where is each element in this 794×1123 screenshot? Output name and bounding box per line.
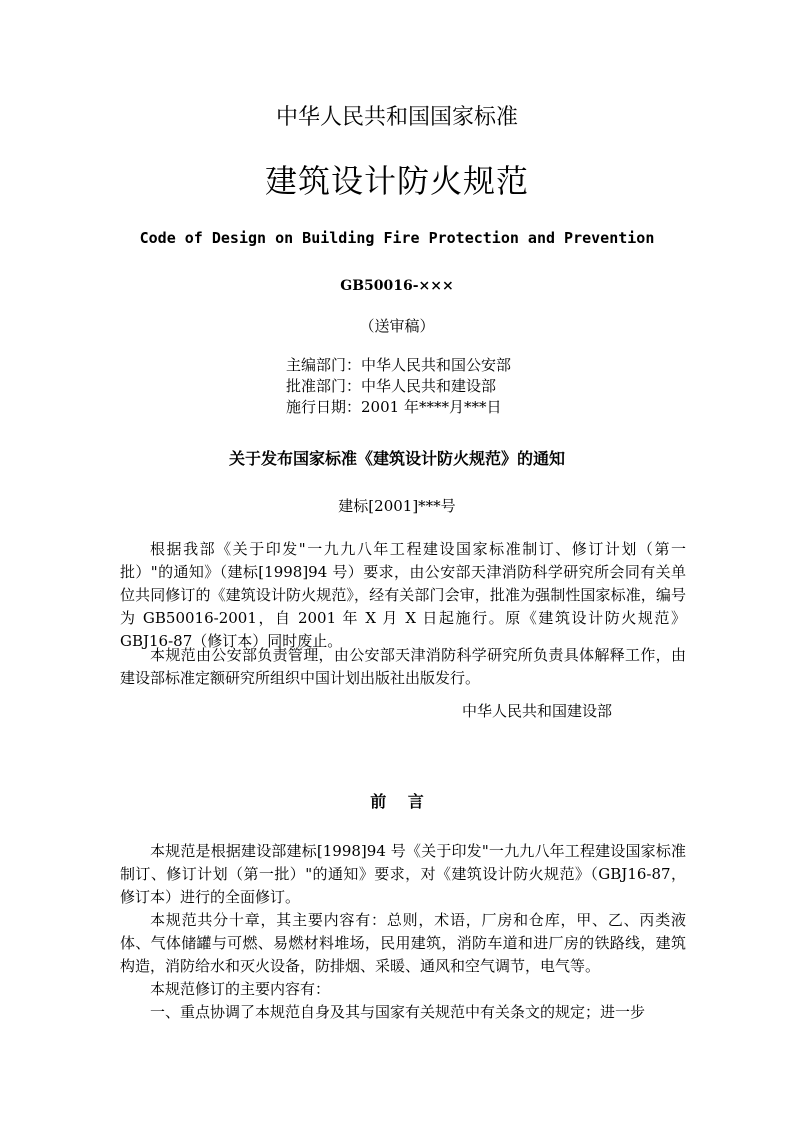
notice-signature: 中华人民共和国建设部: [462, 702, 613, 720]
preface-paragraph-4: 一、重点协调了本规范自身及其与国家有关规范中有关条文的规定；进一步: [150, 1003, 646, 1021]
effective-date-line: 施行日期：2001 年****月***日: [286, 398, 502, 416]
notice-title: 关于发布国家标准《建筑设计防火规范》的通知: [228, 449, 565, 468]
notice-paragraph-2: 本规范由公安部负责管理，由公安部天津消防科学研究所负责具体解释工作，由建设部标准定额研究所组织中国计划出版社出版发行。: [120, 646, 686, 687]
approver-line: 批准部门：中华人民共和建设部: [286, 377, 497, 395]
notice-number: 建标[2001]***号: [338, 497, 456, 515]
preface-paragraph-1: 本规范是根据建设部建标[1998]94 号《关于印发"一九九八年工程建设国家标准制订、修订计划（第一批）"的通知》要求，对《建筑设计防火规范》（GBJ16-87，修订本）进行的全面修订。: [120, 842, 686, 906]
preface-body: [120, 840, 686, 1024]
meta-block: [286, 355, 511, 418]
standard-name: 中华人民共和国国家标准: [275, 105, 518, 130]
preface-paragraph-2: 本规范共分十章，其主要内容有：总则，术语，厂房和仓库，甲、乙、丙类液体、气体储罐与可燃、易燃材料堆场，民用建筑，消防车道和进厂房的铁路线，建筑构造，消防给水和灭火设备，防排烟、采暖、通风和空气调节，电气等。: [120, 911, 686, 975]
preface-paragraph-3: 本规范修订的主要内容有：: [150, 980, 331, 998]
editor-line: 主编部门：中华人民共和国公安部: [286, 356, 512, 374]
draft-status: （送审稿）: [359, 317, 435, 335]
notice-paragraph-1: 根据我部《关于印发"一九九八年工程建设国家标准制订、修订计划（第一批）"的通知》（建标[1998]94 号）要求，由公安部天津消防科学研究所会同有关单位共同修订的《建筑设计防火规范》，经有关部门会审，批准为强制性国家标准，编号为 GB50016-2001，自 2001 年 X 月 X 日起施行。原《建筑设计防火规范》GBJ16-87（修订本）同时废止。: [120, 540, 686, 650]
english-title: Code of Design on Building Fire Protection and Prevention: [139, 229, 655, 247]
preface-title: 前 言: [370, 792, 432, 811]
standard-code: GB50016-×××: [340, 278, 454, 294]
document-title: 建筑设计防火规范: [264, 162, 529, 200]
